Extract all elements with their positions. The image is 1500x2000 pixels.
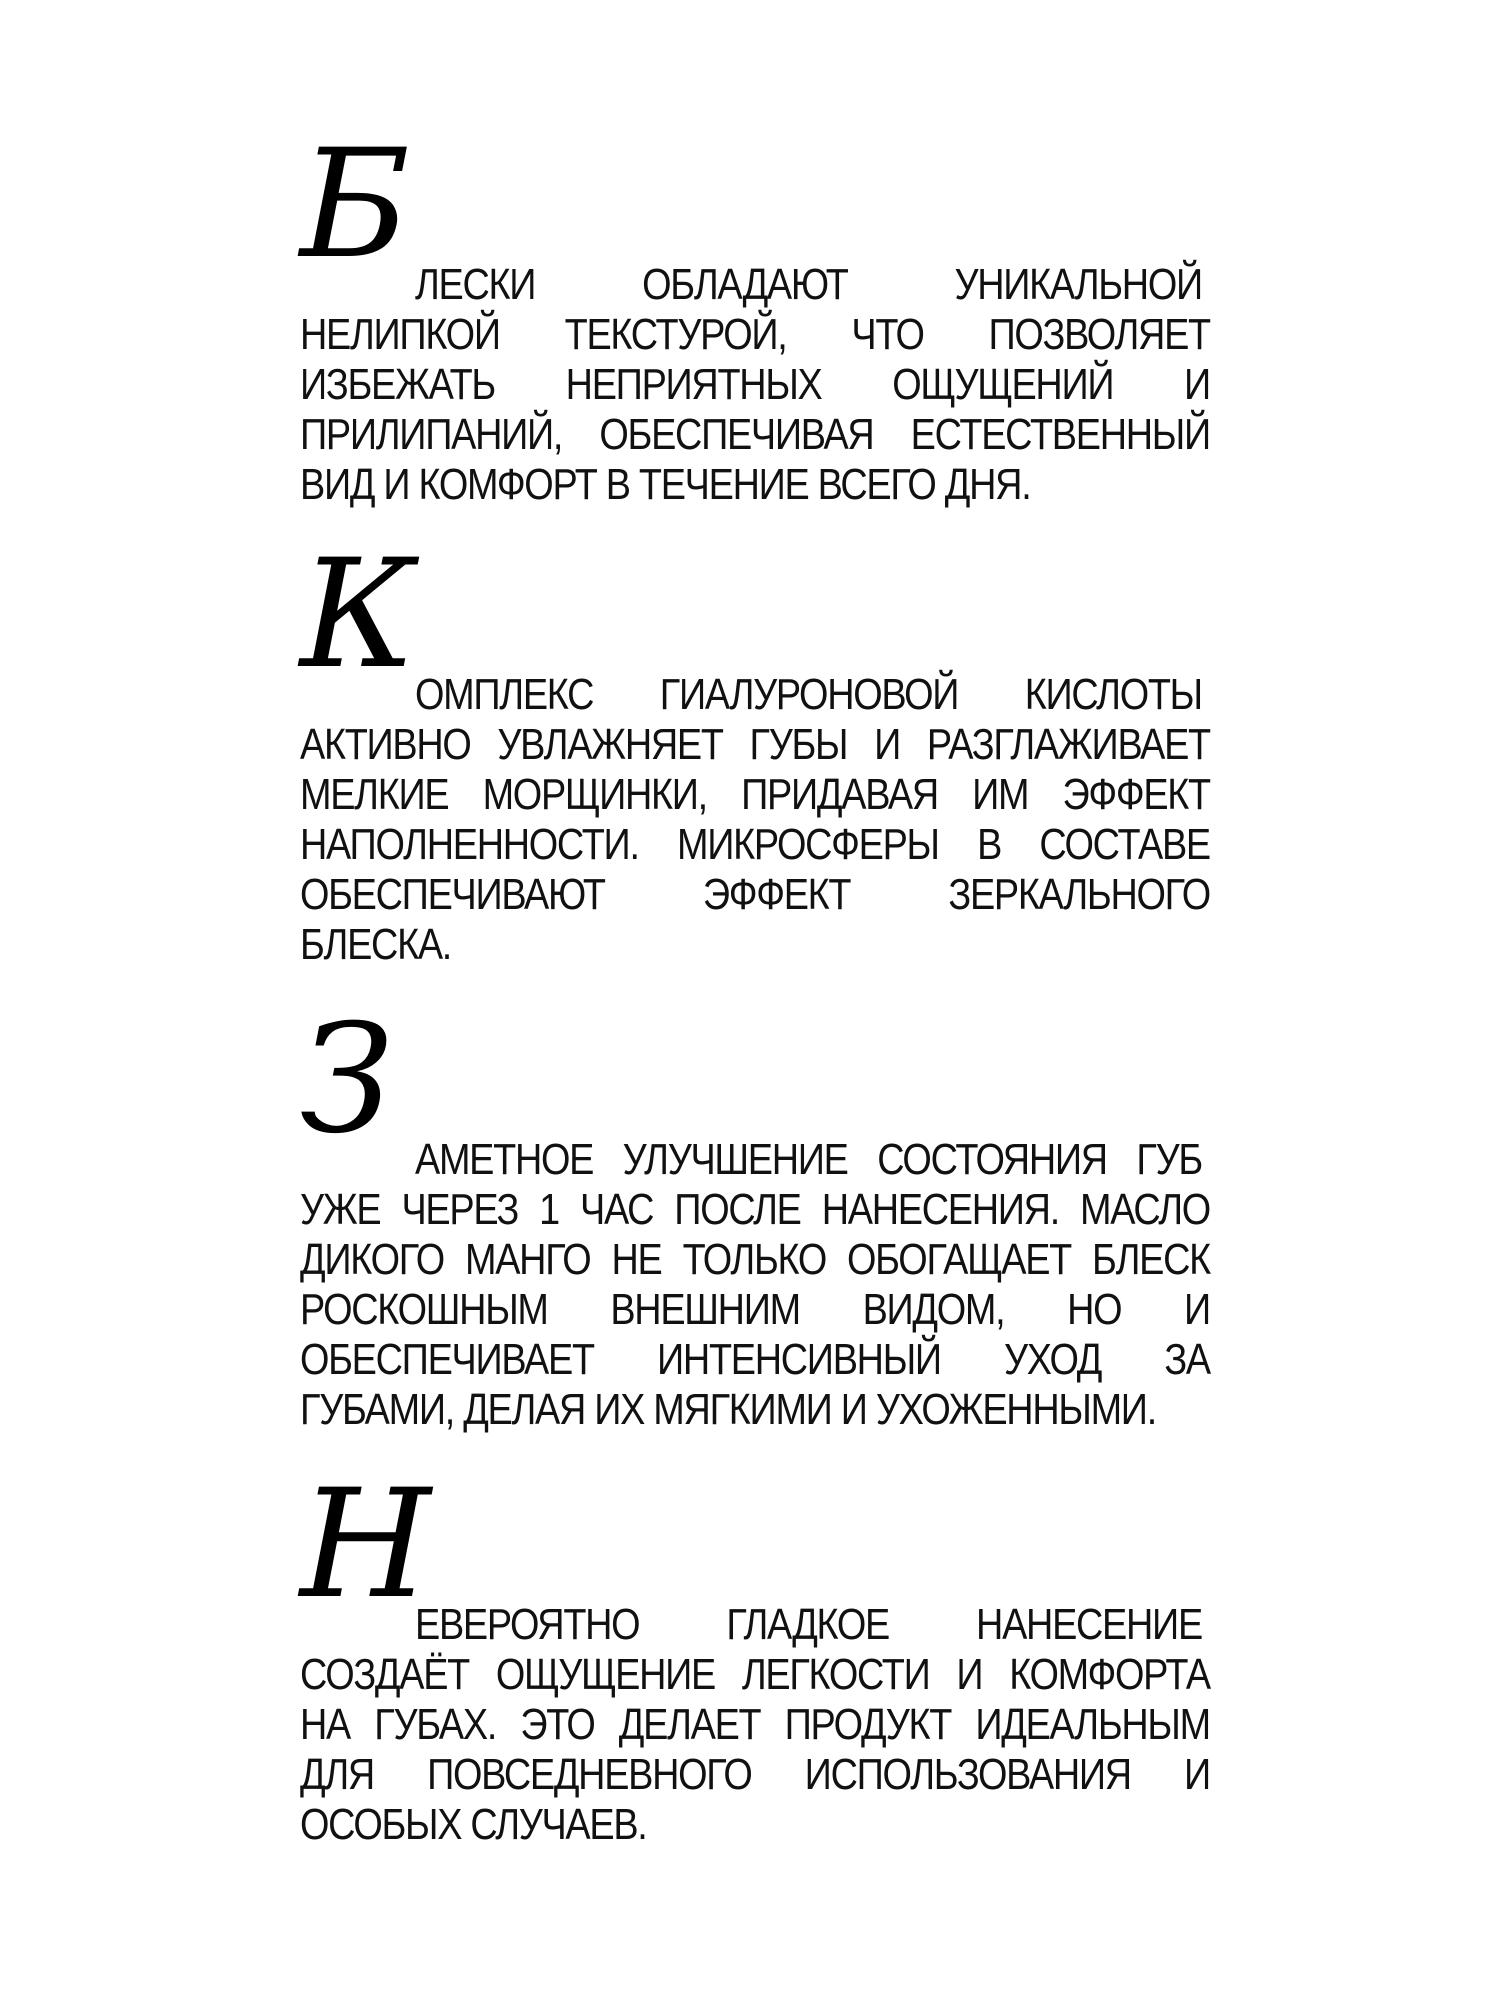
paragraph-line: ДЛЯ ПОВСЕДНЕВНОГО ИСПОЛЬЗОВАНИЯ И bbox=[300, 1750, 1210, 1799]
paragraph-line: УЖЕ ЧЕРЕЗ 1 ЧАС ПОСЛЕ НАНЕСЕНИЯ. МАСЛО bbox=[300, 1185, 1210, 1234]
drop-cap: Н bbox=[300, 1458, 431, 1632]
paragraph-line: НА ГУБАХ. ЭТО ДЕЛАЕТ ПРОДУКТ ИДЕАЛЬНЫМ bbox=[300, 1700, 1210, 1749]
drop-cap: К bbox=[300, 528, 417, 702]
paragraph-line: БЛЕСКА. bbox=[300, 920, 451, 969]
paragraph-3 bbox=[300, 993, 1210, 1445]
paragraph-1 bbox=[300, 118, 1210, 510]
paragraph-line: МЕЛКИЕ МОРЩИНКИ, ПРИДАВАЯ ИМ ЭФФЕКТ bbox=[300, 770, 1210, 819]
paragraph-line: РОСКОШНЫМ ВНЕШНИМ ВИДОМ, НО И bbox=[300, 1285, 1210, 1334]
paragraph-line: ОСОБЫХ СЛУЧАЕВ. bbox=[300, 1800, 647, 1849]
paragraph-line: ВИД И КОМФОРТ В ТЕЧЕНИЕ ВСЕГО ДНЯ. bbox=[300, 460, 1031, 509]
paragraph-line: ОБЕСПЕЧИВАЮТ ЭФФЕКТ ЗЕРКАЛЬНОГО bbox=[300, 870, 1210, 919]
paragraph-line: ИЗБЕЖАТЬ НЕПРИЯТНЫХ ОЩУЩЕНИЙ И bbox=[300, 360, 1210, 409]
paragraph-line: ПРИЛИПАНИЙ, ОБЕСПЕЧИВАЯ ЕСТЕСТВЕННЫЙ bbox=[300, 410, 1210, 459]
paragraph-line: АМЕТНОЕ УЛУЧШЕНИЕ СОСТОЯНИЯ ГУБ bbox=[415, 1135, 1202, 1184]
paragraph-line: СОЗДАЁТ ОЩУЩЕНИЕ ЛЕГКОСТИ И КОМФОРТА bbox=[300, 1650, 1210, 1699]
paragraph-line: ГУБАМИ, ДЕЛАЯ ИХ МЯГКИМИ И УХОЖЕННЫМИ. bbox=[300, 1385, 1156, 1434]
paragraph-line: НАПОЛНЕННОСТИ. МИКРОСФЕРЫ В СОСТАВЕ bbox=[300, 820, 1210, 869]
paragraph-line: ДИКОГО МАНГО НЕ ТОЛЬКО ОБОГАЩАЕТ БЛЕСК bbox=[300, 1235, 1210, 1284]
drop-cap: Б bbox=[300, 118, 411, 292]
paragraph-line: АКТИВНО УВЛАЖНЯЕТ ГУБЫ И РАЗГЛАЖИВАЕТ bbox=[300, 720, 1210, 769]
paragraph-line: ЕВЕРОЯТНО ГЛАДКОЕ НАНЕСЕНИЕ bbox=[415, 1600, 1202, 1649]
paragraph-4 bbox=[300, 1458, 1210, 1870]
paragraph-line: ЛЕСКИ ОБЛАДАЮТ УНИКАЛЬНОЙ bbox=[415, 260, 1202, 309]
paragraph-line: ОБЕСПЕЧИВАЕТ ИНТЕНСИВНЫЙ УХОД ЗА bbox=[300, 1335, 1210, 1384]
drop-cap: З bbox=[300, 993, 394, 1167]
paragraph-line: НЕЛИПКОЙ ТЕКСТУРОЙ, ЧТО ПОЗВОЛЯЕТ bbox=[300, 310, 1210, 359]
paragraph-2 bbox=[300, 528, 1210, 980]
paragraph-line: ОМПЛЕКС ГИАЛУРОНОВОЙ КИСЛОТЫ bbox=[415, 670, 1202, 719]
